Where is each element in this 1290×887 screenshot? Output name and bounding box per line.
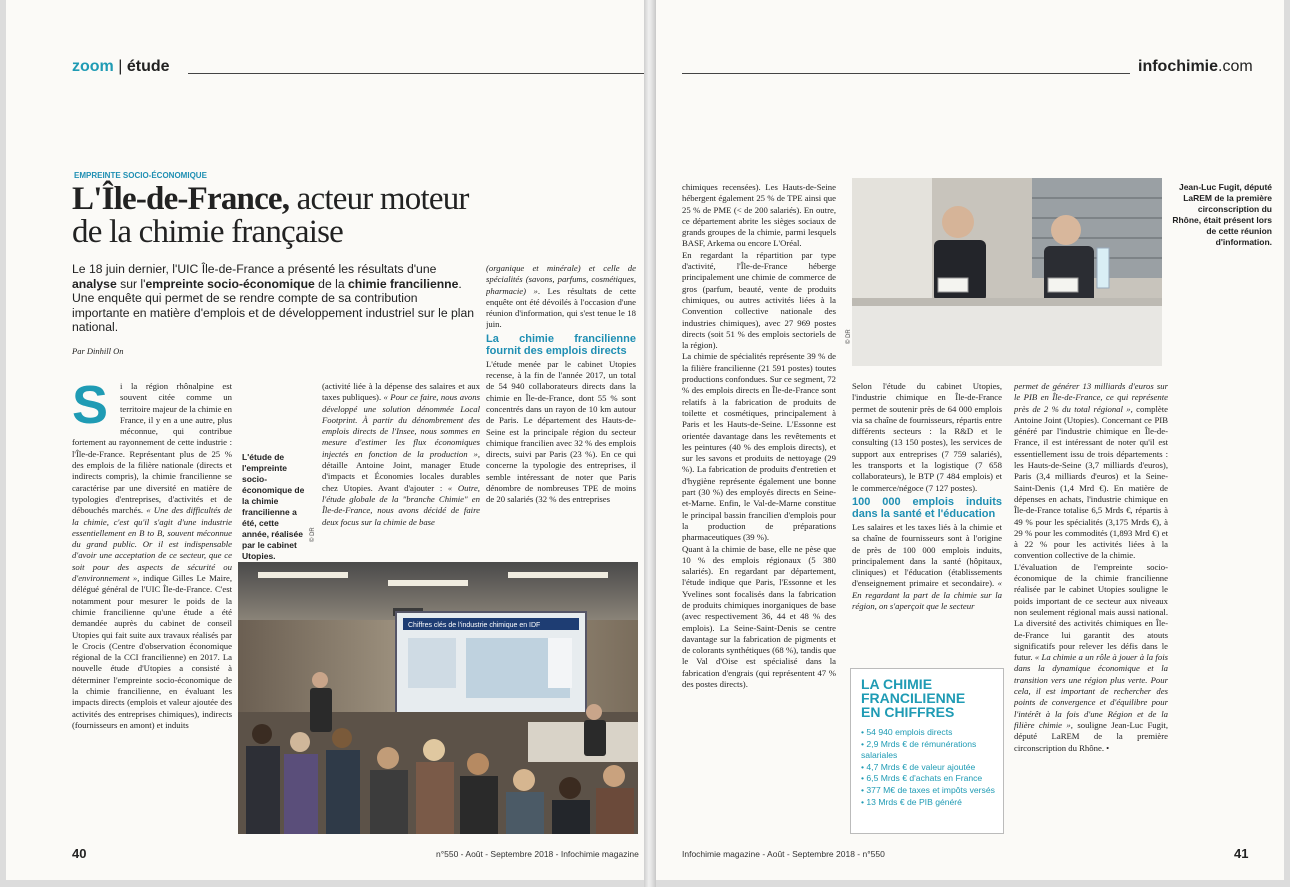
left-page — [6, 0, 644, 880]
conference-illustration — [238, 562, 638, 834]
photo-caption: Jean-Luc Fugit, député LaREM de la première circonscription du Rhône, était présent lors de cette réunion d'information. — [1172, 182, 1272, 247]
lead-text: de la — [314, 276, 348, 291]
paragraph: . Les résultats de cette enquête ont été dévoilés à l'occasion d'une réunion d'information, qui s'est tenue le 18 juin. — [486, 285, 636, 330]
list-item-text: 6,5 Mrds € d'achats en France — [866, 773, 983, 784]
spine — [644, 0, 656, 887]
paragraph: L'étude menée par le cabinet Utopies recense, à la fin de l'année 2017, un total de 54 940 collaborateurs directs dans la chimie en Île-de-France, dont 55 % sont concentrés dans un rayon de 10 km autour de Paris. Le département des Hauts-de-Seine est la principale région du secteur chimique francilien avec 32 % des emplois directs, suivi par Paris (23 %). En ce qui concerne la typologie des entreprises, il semble intéressant de noter que Paris dénombre de nombreuses TPE de moins de 20 salariés (32 % des entreprises — [486, 358, 636, 505]
paragraph: i la région rhônalpine est souvent citée comme un territoire majeur de la chimie en France, il y en a une — [120, 381, 232, 425]
paragraph: , détaille Antoine Joint, manager Etude d'impacts et Économies locales durables chez Utopies. Avant d'ajouter : — [322, 448, 480, 493]
lead-bold: empreinte socio-économique — [145, 276, 315, 291]
quote: « Outre, l'étude globale de la "branche Chimie" en Île-de-France, nous avons décidé de faire deux focus sur la chimie de base — [322, 482, 480, 527]
right-column-1 — [682, 182, 836, 840]
runner-zoom: zoom — [72, 58, 114, 75]
header-rule — [188, 73, 644, 74]
photo-credit: © DR — [310, 527, 316, 542]
list-item-text: 54 940 emplois directs — [866, 727, 953, 737]
footer-right: Infochimie magazine - Août - Septembre 2018 - n°550 — [682, 849, 885, 859]
quote: « Une des difficultés de la chimie, c'est qu'il s'agit d'une industrie essentiellement en B to B, souvent méconnue du grand public. Or il est indispensable d'avoir une acceptation de ce secteur, que ce soit pour des aspects de sécurité ou d'environnement » — [72, 505, 232, 584]
lead-text: sur l' — [116, 276, 146, 291]
paragraph: , complète Antoine Joint (Utopies). Concernant ce PIB généré par l'industrie chimique en Île-de-France, il est intéressant de noter qu'il est essentiellement issu de trois départements : les Hauts-de-Seine (3,7 milliards d'euros), Paris (3,4 milliards d'euros) et la Seine-Saint-Denis (1,4 Mrd €). En matière de dépenses en achats, l'industrie chimique en Île-de-France totalise 6,5 Mrds €, répartis à 49 % pour les spécialités (3,175 Mrds €), à 29 % pour les commodités (1,893 Mrd €) et à 22 % pour les activités liées à la convention collective de la chimie. — [1014, 403, 1168, 561]
quote: « En regardant la part de la chimie sur la région, on s'aperçoit que le secteur — [852, 578, 1003, 612]
paragraph: Selon l'étude du cabinet Utopies, l'industrie chimique en Île-de-France permet de soutenir près de 64 000 emplois via sa chaîne de fournisseurs, répartis entre différents secteurs : la R&D et le consulting (13 150 postes), les services de support aux entreprises (7 759 salariés), les transports et la logistique (7 658 collaborateurs), le BTP (7 484 emplois) et le commerce/négoce (7 127 postes). — [852, 381, 1002, 493]
list-item: • 2,9 Mrds € de rémunérations salariales — [861, 738, 977, 761]
title-line2: de la chimie française — [72, 214, 343, 250]
list-item: • 4,7 Mrds € de valeur ajoutée — [861, 761, 976, 772]
list-item-text: 13 Mrds € de PIB généré — [866, 796, 962, 807]
speakers-illustration — [852, 178, 1162, 366]
subheading: La chimie francilienne fournit des emplois directs — [486, 332, 636, 357]
lead-bold: chimie francilienne — [348, 276, 459, 291]
site-runner — [1138, 58, 1253, 76]
box-title-line: LA CHIMIE — [861, 676, 933, 692]
lead-text: Le 18 juin dernier, l'UIC Île-de-France a présenté les résultats d'une — [72, 262, 437, 276]
photo-credit: © DR — [846, 329, 852, 344]
paragraph: La chimie de spécialités représente 39 % de la filière francilienne (21 591 postes) toutes productions confondues. Sur ce segment, 72 % des emplois directs en Île-de-France sont relatifs à la fabrication de produits de toilette et cosmétiques, principalement à Paris et les Hauts-de-Seine. L'Essonne est orientée davantage dans les revêtements et les peintures (40 % des emplois directs), et sur les savons et produits de nettoyage (29 %). La fabrication de produits d'entretien et d'hygiène représente également une bonne part (30 %) des employés directs en Seine-et-Marne. Enfin, le Val-de-Marne constitue le principal bassin francilien d'emplois pour la production de préparations pharmaceutiques (39 %). — [682, 351, 836, 543]
list-item-text: 2,9 Mrds € de rémunérations salariales — [861, 738, 977, 761]
quote: permet de générer 13 milliards d'euros sur le PIB en Île-de-France, ce qui représente près de 2 % du total régional » — [1014, 381, 1168, 414]
right-column-3 — [1014, 381, 1168, 839]
paragraph: Quant à la chimie de base, elle ne pèse que 10 % des emplois régionaux (5 380 salariés). En regardant par département, l'étude indique que Paris, l'Essonne et les Yvelines sont focalisés dans la fabrication de produits chimiques inorganiques de base (avec respectivement 36, 44 et 48 % des emplois). La Seine-Saint-Denis se centre davantage sur la fabrication de pigments et de colorants synthétiques (68 %), tandis que le Val d'Oise est spécialisé dans la fabrication d'engrais (qui représentent 47 % des postes directs). — [682, 543, 836, 690]
key-figures-box — [850, 668, 1004, 834]
left-column-3 — [486, 263, 636, 560]
article-lead — [72, 262, 476, 335]
list-item: • 6,5 Mrds € d'achats en France — [861, 773, 983, 784]
paragraph: , souligne Jean-Luc Fugit, député LaREM de la première circonscription du Rhône. • — [1014, 719, 1168, 753]
quote: (organique et minérale) et celle de spécialités (savons, parfums, cosmétiques, pharmacie) » — [486, 263, 636, 296]
conference-photo — [238, 562, 638, 834]
right-column-2 — [852, 381, 1002, 612]
quote: « La chimie a un rôle à jouer à la fois dans la dynamique économique et la transition vers une région plus verte. Pour cela, il est important de rechercher des points de convergence et d'équilibre pour l'intérêt à la fois d'une Région et de la filière chimie » — [1014, 652, 1168, 730]
list-item-text: 377 M€ de taxes et impôts versés — [866, 784, 995, 795]
box-title-line: FRANCILIENNE — [861, 690, 966, 706]
byline: Par Dinhill On — [72, 346, 124, 356]
paragraph: L'évaluation de l'empreinte socio-économique de la chimie francilienne réalisée par le cabinet Utopies souligne le poids important de ce secteur aux niveaux non seulement régional mais aussi national. La diversité des activités chimiques en Île-de-France lui garantit des atouts significatifs pour relever les défis dans le futur. — [1014, 561, 1168, 663]
lead-bold: analyse — [72, 276, 117, 291]
article-title — [72, 183, 632, 249]
runner-sep: | — [118, 58, 123, 75]
kicker: EMPREINTE SOCIO-ÉCONOMIQUE — [74, 171, 207, 180]
speakers-photo — [852, 178, 1162, 366]
runner-brand: infochimie — [1138, 58, 1219, 75]
runner-tld: .com — [1218, 58, 1253, 75]
left-column-1 — [72, 375, 233, 731]
title-bold: L'Île-de-France, — [72, 181, 290, 217]
page-number-left: 40 — [72, 846, 87, 861]
list-item: • 54 940 emplois directs — [861, 727, 953, 737]
list-item: • 13 Mrds € de PIB généré — [861, 796, 962, 807]
paragraph: En regardant la répartition par type d'activité, l'Île-de-France héberge principalement une chimie de commerce de gros (parfum, beauté, vente de produits chimiques, ou autres activités liées à la Convention collective nationale des industries chimiques), avec 27 969 postes directs (soit 51 % des emplois sectoriels de la région). — [682, 249, 836, 351]
key-figures-list — [861, 727, 1003, 808]
screen-title: Chiffres clés de l'industrie chimique en IDF — [408, 622, 541, 629]
dropcap: S — [72, 375, 109, 435]
paragraph: (activité liée à la dépense des salaires et aux taxes publiques). — [322, 381, 480, 403]
page-number-right: 41 — [1234, 846, 1249, 861]
footer-left: n°550 - Août - Septembre 2018 - Infochimie magazine — [436, 849, 639, 859]
left-column-2 — [322, 381, 480, 559]
paragraph: chimiques recensées). Les Hauts-de-Seine hébergent également 25 % de TPE ainsi que 25 % de PME (< de 200 salariés). En outre, ce département abrite les sièges sociaux de grands groupes de la chimie, parmi lesquels BASF, Arkema ou encore L'Oréal. — [682, 182, 836, 249]
right-page — [656, 0, 1284, 880]
box-title-line: EN CHIFFRES — [861, 704, 955, 720]
list-item-text: 4,7 Mrds € de valeur ajoutée — [866, 761, 976, 772]
lead-text: . Une enquête qui permet de se rendre compte de sa contribution importante en matière d'emplois et de développement industriel sur le plan national. — [72, 276, 475, 335]
box-title — [851, 669, 1003, 719]
paragraph: Les salaires et les taxes liés à la chimie et sa chaîne de fournisseurs sont à l'origine de près de 100 000 emplois induits, principalement dans la santé (hôpitaux, cliniques) et l'éducation (établissements d'enseignement primaire et secondaire). — [852, 521, 1002, 589]
quote: « Pour ce faire, nous avons développé une solution dénommée Local Footprint. À partir du dénombrement des emplois directs de l'Insee, nous sommes en mesure d'estimer les flux économiques injectés en fonction de la production » — [322, 392, 480, 459]
paragraph: autre, plus méconnue, qui contribue fortement au rayonnement de cette industrie : l'Île-de-France. Représentant plus de 25 % des emplois de la filière nationale (directs et indirects compris), la chimie francilienne se caractérise par une diversité en matière de typologies d'entreprises, d'activités et de débouchés marchés. — [72, 414, 233, 516]
runner-etude: étude — [126, 58, 170, 75]
section-runner — [72, 58, 170, 76]
title-rest: acteur moteur — [289, 181, 469, 217]
header-rule — [682, 73, 1130, 74]
photo-caption: L'étude de l'empreinte socio-économique de la chimie francilienne a été, cette année, réalisée par le cabinet Utopies. — [242, 452, 305, 561]
subheading: 100 000 emplois induits dans la santé et l'éducation — [852, 495, 1002, 520]
paragraph: , indique Gilles Le Maire, délégué général de l'UIC Île-de-France. C'est notamment pour mesurer le poids de la chimie francilienne qu'une étude a été demandée auprès du cabinet de conseil Utopies qui fait suite aux travaux réalisés par le Crocis (Centre d'observation économique régional de la CCI francilienne) en 2017. La nouvelle étude d'Utopies a consisté à déterminer l'empreinte socio-économique de la chimie francilienne, en évaluant les impacts directs (emplois et valeur ajoutée des activités des entreprises chimiques), indirects (fournisseurs en amont) et induits — [72, 573, 232, 730]
list-item: • 377 M€ de taxes et impôts versés — [861, 784, 995, 795]
